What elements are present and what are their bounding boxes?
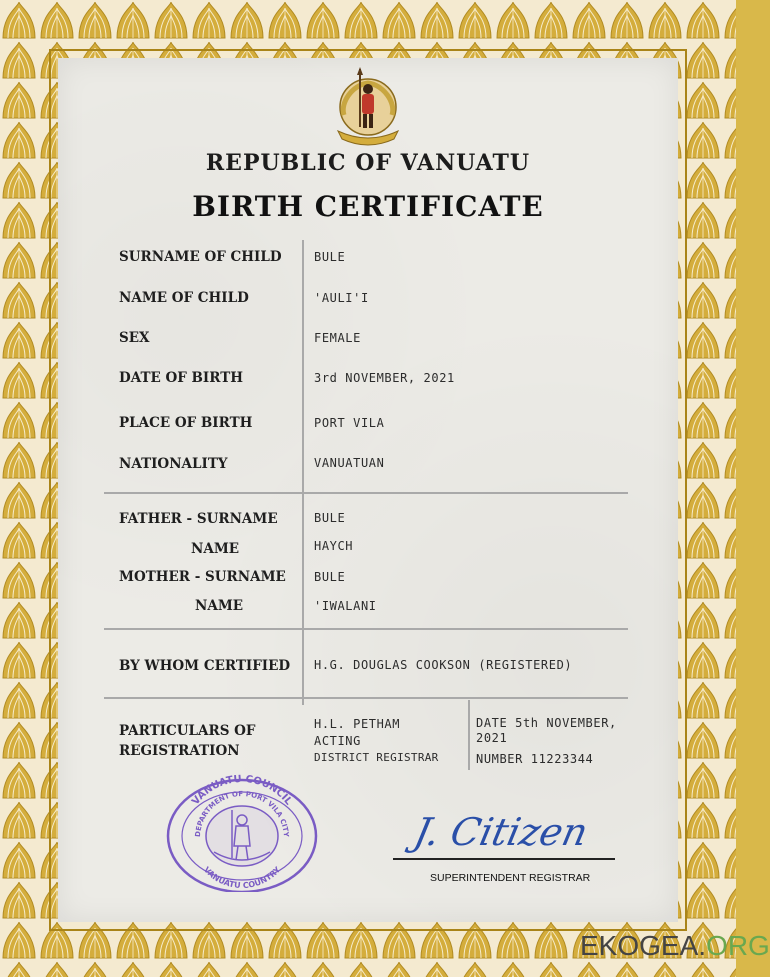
section-divider [104, 697, 628, 699]
sex-label: SEX [119, 330, 150, 346]
father-name-value: HAYCH [314, 539, 354, 553]
surname-value: BULE [314, 250, 346, 264]
sex-value: FEMALE [314, 331, 361, 345]
nationality-value: VANUATUAN [314, 456, 385, 470]
council-seal-icon [164, 768, 320, 892]
registrar-title: DISTRICT REGISTRAR [314, 751, 439, 764]
signature-caption: SUPERINTENDENT REGISTRAR [430, 872, 591, 884]
mother-name-value: 'IWALANI [314, 599, 377, 613]
father-surname-label: FATHER - SURNAME [119, 511, 278, 527]
vanuatu-coat-of-arms-icon [330, 65, 406, 147]
document-title: BIRTH CERTIFICATE [192, 190, 544, 223]
dob-label: DATE OF BIRTH [119, 370, 244, 386]
svg-text:VANUATU COUNTRY [202, 865, 282, 890]
father-name-label: NAME [191, 541, 240, 557]
registration-date-line1: DATE 5th NOVEMBER, [476, 716, 617, 730]
registrar-name: H.L. PETHAM [314, 717, 401, 731]
registration-label-line1: PARTICULARS OF [119, 723, 256, 739]
pob-label: PLACE OF BIRTH [119, 415, 253, 431]
registrar-signature: J. Citizen [410, 810, 592, 854]
seal-outer-text: VANUATU COUNCIL [190, 773, 294, 808]
section-divider [104, 492, 628, 494]
nationality-label: NATIONALITY [119, 456, 228, 472]
certified-by-value: H.G. DOUGLAS COOKSON (REGISTERED) [314, 658, 573, 672]
registration-date-line2: 2021 [476, 731, 508, 745]
registrar-status: ACTING [314, 734, 361, 748]
registration-label-line2: REGISTRATION [119, 743, 240, 759]
child-name-value: 'AULI'I [314, 291, 369, 305]
mother-surname-label: MOTHER - SURNAME [119, 569, 286, 585]
surname-label: SURNAME OF CHILD [119, 249, 282, 265]
registration-number: NUMBER 11223344 [476, 752, 594, 766]
child-name-label: NAME OF CHILD [119, 290, 249, 306]
pob-value: PORT VILA [314, 416, 385, 430]
mother-surname-value: BULE [314, 570, 346, 584]
dob-value: 3rd NOVEMBER, 2021 [314, 371, 455, 385]
watermark-part1: EKOGEA. [580, 930, 707, 961]
seal-inner-text: DEPARTMENT OF PORT VILA CITY [193, 789, 291, 838]
watermark [580, 930, 770, 962]
certified-by-label: BY WHOM CERTIFIED [119, 658, 291, 674]
section-divider [104, 628, 628, 630]
paper-area [58, 58, 678, 922]
father-surname-value: BULE [314, 511, 346, 525]
seal-bottom-text: VANUATU COUNTRY [201, 865, 283, 891]
signature-line [393, 858, 615, 860]
registration-divider [468, 700, 470, 770]
mother-name-label: NAME [195, 598, 244, 614]
column-divider [302, 240, 304, 705]
country-title: REPUBLIC OF VANUATU [205, 150, 531, 176]
watermark-part2: ORG [706, 930, 770, 961]
